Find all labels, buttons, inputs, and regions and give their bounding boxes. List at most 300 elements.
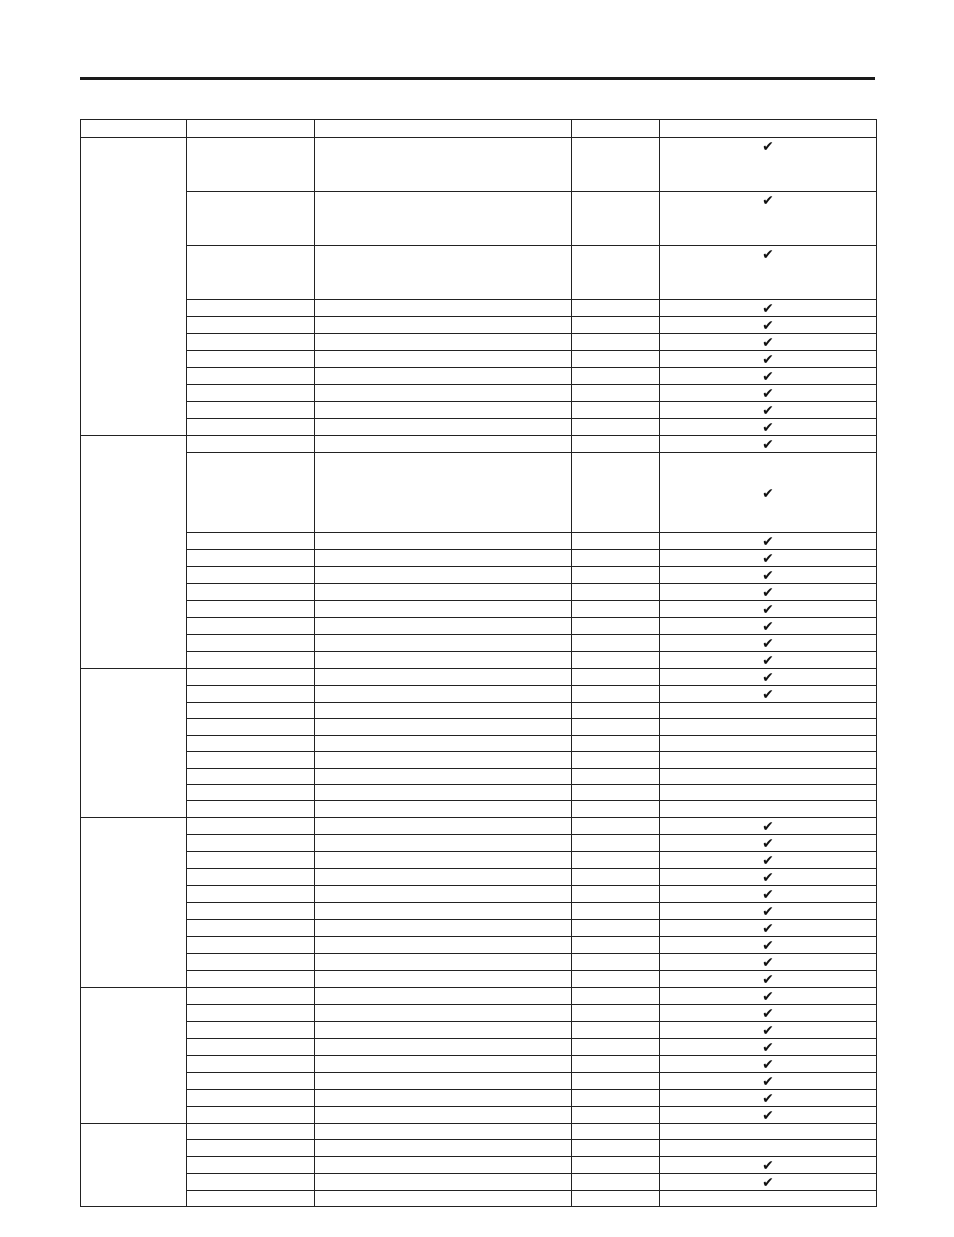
check-cell — [660, 1191, 877, 1207]
table-cell-3 — [315, 703, 572, 719]
table-cell-2 — [187, 453, 315, 533]
top-rule — [80, 77, 875, 80]
check-cell — [660, 368, 877, 385]
table-cell-4 — [572, 886, 660, 903]
table-cell-4 — [572, 937, 660, 954]
table-cell-4 — [572, 334, 660, 351]
check-cell — [660, 402, 877, 419]
checkmark-icon: ✔ — [762, 955, 774, 971]
table-cell-2 — [187, 550, 315, 567]
table-cell-2 — [187, 818, 315, 835]
table-cell-2 — [187, 886, 315, 903]
checkmark-icon: ✔ — [762, 904, 774, 920]
checkmark-icon: ✔ — [762, 1006, 774, 1022]
table-cell-4 — [572, 818, 660, 835]
table-row — [81, 584, 877, 601]
checklist-table — [80, 119, 877, 1207]
checkmark-icon: ✔ — [762, 1074, 774, 1090]
table-cell-4 — [572, 351, 660, 368]
checkmark-icon: ✔ — [762, 193, 774, 209]
table-cell-2 — [187, 703, 315, 719]
table-cell-4 — [572, 192, 660, 246]
table-row — [81, 334, 877, 351]
table-cell-2 — [187, 736, 315, 752]
checkmark-icon: ✔ — [762, 369, 774, 385]
check-cell — [660, 886, 877, 903]
check-cell — [660, 903, 877, 920]
table-cell-3 — [315, 334, 572, 351]
table-cell-2 — [187, 852, 315, 869]
table-cell-3 — [315, 719, 572, 736]
table-cell-4 — [572, 402, 660, 419]
check-cell — [660, 635, 877, 652]
checkmark-icon: ✔ — [762, 1158, 774, 1174]
table-cell-4 — [572, 719, 660, 736]
check-cell — [660, 436, 877, 453]
table-cell-3 — [315, 351, 572, 368]
check-cell — [660, 192, 877, 246]
table-cell-2 — [187, 1090, 315, 1107]
table-cell-3 — [315, 835, 572, 852]
table-row — [81, 300, 877, 317]
table-cell-3 — [315, 436, 572, 453]
table-cell-4 — [572, 920, 660, 937]
checkmark-icon: ✔ — [762, 1091, 774, 1107]
table-cell-3 — [315, 402, 572, 419]
checkmark-icon: ✔ — [762, 687, 774, 703]
table-cell-4 — [572, 903, 660, 920]
table-cell-2 — [187, 567, 315, 584]
table-cell-2 — [187, 1191, 315, 1207]
table-cell-4 — [572, 954, 660, 971]
table-cell-3 — [315, 920, 572, 937]
table-cell-2 — [187, 246, 315, 300]
table-cell-3 — [315, 954, 572, 971]
check-cell — [660, 1022, 877, 1039]
table-row — [81, 1056, 877, 1073]
check-cell — [660, 1056, 877, 1073]
checkmark-icon: ✔ — [762, 653, 774, 669]
check-cell — [660, 317, 877, 334]
group-label-cell — [81, 988, 187, 1124]
check-cell — [660, 835, 877, 852]
table-row — [81, 852, 877, 869]
table-cell-3 — [315, 192, 572, 246]
table-row — [81, 1124, 877, 1140]
table-cell-3 — [315, 1005, 572, 1022]
table-row — [81, 937, 877, 954]
checkmark-icon: ✔ — [762, 534, 774, 550]
checkmark-icon: ✔ — [762, 335, 774, 351]
table-cell-4 — [572, 317, 660, 334]
table-cell-3 — [315, 635, 572, 652]
column-header-2 — [187, 120, 315, 138]
table-cell-4 — [572, 1174, 660, 1191]
table-row — [81, 703, 877, 719]
table-cell-2 — [187, 971, 315, 988]
check-cell — [660, 1174, 877, 1191]
table-cell-2 — [187, 1005, 315, 1022]
table-cell-3 — [315, 652, 572, 669]
checkmark-icon: ✔ — [762, 437, 774, 453]
checkmark-icon: ✔ — [762, 972, 774, 988]
table-cell-4 — [572, 584, 660, 601]
table-cell-4 — [572, 669, 660, 686]
table-cell-3 — [315, 686, 572, 703]
checkmark-icon: ✔ — [762, 568, 774, 584]
check-cell — [660, 818, 877, 835]
check-cell — [660, 1107, 877, 1124]
table-cell-4 — [572, 852, 660, 869]
table-cell-3 — [315, 246, 572, 300]
table-cell-3 — [315, 368, 572, 385]
table-cell-2 — [187, 988, 315, 1005]
table-cell-4 — [572, 618, 660, 635]
table-cell-2 — [187, 903, 315, 920]
table-row — [81, 886, 877, 903]
table-cell-2 — [187, 436, 315, 453]
table-cell-4 — [572, 1090, 660, 1107]
check-cell — [660, 719, 877, 736]
table-cell-3 — [315, 988, 572, 1005]
check-cell — [660, 1039, 877, 1056]
table-cell-4 — [572, 300, 660, 317]
table-cell-2 — [187, 652, 315, 669]
table-cell-2 — [187, 1157, 315, 1174]
table-cell-3 — [315, 752, 572, 769]
table-cell-4 — [572, 835, 660, 852]
table-cell-4 — [572, 368, 660, 385]
table-cell-3 — [315, 886, 572, 903]
column-header-5 — [660, 120, 877, 138]
check-cell — [660, 736, 877, 752]
checkmark-icon: ✔ — [762, 139, 774, 155]
check-cell — [660, 752, 877, 769]
checkmark-icon: ✔ — [762, 1175, 774, 1191]
check-cell — [660, 686, 877, 703]
check-cell — [660, 419, 877, 436]
table-cell-3 — [315, 138, 572, 192]
table-cell-2 — [187, 954, 315, 971]
table-cell-2 — [187, 920, 315, 937]
table-row — [81, 686, 877, 703]
check-cell — [660, 584, 877, 601]
check-cell — [660, 1073, 877, 1090]
check-cell — [660, 453, 877, 533]
table-row — [81, 1005, 877, 1022]
checkmark-icon: ✔ — [762, 1057, 774, 1073]
table-cell-2 — [187, 769, 315, 785]
table-cell-2 — [187, 719, 315, 736]
check-cell — [660, 869, 877, 886]
table-cell-4 — [572, 1073, 660, 1090]
table-cell-2 — [187, 1022, 315, 1039]
table-cell-3 — [315, 971, 572, 988]
table-cell-2 — [187, 601, 315, 618]
table-cell-4 — [572, 385, 660, 402]
table-cell-2 — [187, 192, 315, 246]
column-header-3 — [315, 120, 572, 138]
table-row — [81, 1039, 877, 1056]
table-row — [81, 669, 877, 686]
table-cell-4 — [572, 801, 660, 818]
table-cell-2 — [187, 635, 315, 652]
check-cell — [660, 1140, 877, 1157]
checkmark-icon: ✔ — [762, 485, 774, 502]
table-row — [81, 138, 877, 192]
group-label-cell — [81, 436, 187, 669]
checkmark-icon: ✔ — [762, 420, 774, 436]
table-cell-4 — [572, 769, 660, 785]
checkmark-icon: ✔ — [762, 1023, 774, 1039]
table-cell-3 — [315, 818, 572, 835]
table-cell-2 — [187, 1073, 315, 1090]
checkmark-icon: ✔ — [762, 301, 774, 317]
table-cell-3 — [315, 1107, 572, 1124]
table-cell-3 — [315, 419, 572, 436]
table-cell-4 — [572, 550, 660, 567]
table-cell-2 — [187, 419, 315, 436]
table-cell-4 — [572, 1107, 660, 1124]
check-cell — [660, 652, 877, 669]
checkmark-icon: ✔ — [762, 1040, 774, 1056]
column-header-4 — [572, 120, 660, 138]
table-row — [81, 618, 877, 635]
checkmark-icon: ✔ — [762, 1108, 774, 1124]
table-cell-3 — [315, 1124, 572, 1140]
table-cell-2 — [187, 138, 315, 192]
table-cell-4 — [572, 785, 660, 801]
checkmark-icon: ✔ — [762, 403, 774, 419]
table-row — [81, 1157, 877, 1174]
checkmark-icon: ✔ — [762, 938, 774, 954]
table-row — [81, 818, 877, 835]
table-cell-2 — [187, 1056, 315, 1073]
table-row — [81, 988, 877, 1005]
table-cell-4 — [572, 1140, 660, 1157]
table-row — [81, 869, 877, 886]
check-cell — [660, 954, 877, 971]
table-row — [81, 601, 877, 618]
check-cell — [660, 801, 877, 818]
group-label-cell — [81, 818, 187, 988]
table-row — [81, 652, 877, 669]
table-cell-2 — [187, 835, 315, 852]
table-row — [81, 835, 877, 852]
check-cell — [660, 138, 877, 192]
check-cell — [660, 567, 877, 584]
table-row — [81, 1140, 877, 1157]
table-cell-3 — [315, 1174, 572, 1191]
table-cell-3 — [315, 618, 572, 635]
table-cell-4 — [572, 138, 660, 192]
table-cell-2 — [187, 1107, 315, 1124]
header-row — [81, 120, 877, 138]
check-cell — [660, 246, 877, 300]
table-cell-3 — [315, 1056, 572, 1073]
table-cell-4 — [572, 736, 660, 752]
table-row — [81, 453, 877, 533]
table-cell-3 — [315, 869, 572, 886]
table-cell-4 — [572, 419, 660, 436]
table-cell-4 — [572, 988, 660, 1005]
table-cell-3 — [315, 567, 572, 584]
table-cell-2 — [187, 533, 315, 550]
checkmark-icon: ✔ — [762, 989, 774, 1005]
check-cell — [660, 669, 877, 686]
table-row — [81, 1073, 877, 1090]
checkmark-icon: ✔ — [762, 386, 774, 402]
table-row — [81, 246, 877, 300]
table-row — [81, 567, 877, 584]
group-label-cell — [81, 669, 187, 818]
table-cell-3 — [315, 903, 572, 920]
check-cell — [660, 385, 877, 402]
table-cell-2 — [187, 402, 315, 419]
checkmark-icon: ✔ — [762, 636, 774, 652]
table-cell-4 — [572, 246, 660, 300]
table-cell-4 — [572, 1157, 660, 1174]
table-cell-3 — [315, 1073, 572, 1090]
table-row — [81, 1191, 877, 1207]
table-row — [81, 1107, 877, 1124]
checkmark-icon: ✔ — [762, 819, 774, 835]
check-cell — [660, 533, 877, 550]
table-row — [81, 351, 877, 368]
table-row — [81, 368, 877, 385]
table-row — [81, 769, 877, 785]
checkmark-icon: ✔ — [762, 247, 774, 263]
table-cell-3 — [315, 669, 572, 686]
check-cell — [660, 785, 877, 801]
table-cell-3 — [315, 1140, 572, 1157]
table-cell-2 — [187, 686, 315, 703]
checkmark-icon: ✔ — [762, 870, 774, 886]
table-cell-4 — [572, 436, 660, 453]
table-row — [81, 317, 877, 334]
table-cell-3 — [315, 601, 572, 618]
table-row — [81, 719, 877, 736]
checkmark-icon: ✔ — [762, 670, 774, 686]
checkmark-icon: ✔ — [762, 551, 774, 567]
table-cell-3 — [315, 785, 572, 801]
checkmark-icon: ✔ — [762, 585, 774, 601]
check-cell — [660, 601, 877, 618]
table-cell-2 — [187, 300, 315, 317]
table-cell-4 — [572, 1022, 660, 1039]
checkmark-icon: ✔ — [762, 619, 774, 635]
table-cell-3 — [315, 317, 572, 334]
check-cell — [660, 920, 877, 937]
table-row — [81, 192, 877, 246]
table-cell-4 — [572, 567, 660, 584]
table-row — [81, 903, 877, 920]
table-cell-3 — [315, 453, 572, 533]
checkmark-icon: ✔ — [762, 887, 774, 903]
check-cell — [660, 1090, 877, 1107]
table-cell-2 — [187, 785, 315, 801]
table-cell-3 — [315, 736, 572, 752]
table-cell-4 — [572, 1039, 660, 1056]
group-label-cell — [81, 138, 187, 436]
table-cell-2 — [187, 752, 315, 769]
table-row — [81, 635, 877, 652]
check-cell — [660, 852, 877, 869]
check-cell — [660, 550, 877, 567]
table-cell-2 — [187, 669, 315, 686]
table-row — [81, 402, 877, 419]
table-cell-4 — [572, 703, 660, 719]
table-cell-3 — [315, 937, 572, 954]
check-cell — [660, 971, 877, 988]
check-cell — [660, 1157, 877, 1174]
table-cell-3 — [315, 1157, 572, 1174]
table-cell-2 — [187, 937, 315, 954]
column-header-1 — [81, 120, 187, 138]
group-label-cell — [81, 1124, 187, 1207]
table-cell-2 — [187, 1140, 315, 1157]
table-cell-2 — [187, 1124, 315, 1140]
table-cell-3 — [315, 1039, 572, 1056]
table-cell-2 — [187, 801, 315, 818]
table-row — [81, 550, 877, 567]
check-cell — [660, 937, 877, 954]
check-cell — [660, 300, 877, 317]
table-cell-3 — [315, 1022, 572, 1039]
table-cell-2 — [187, 1039, 315, 1056]
check-cell — [660, 1005, 877, 1022]
table-cell-2 — [187, 869, 315, 886]
table-row — [81, 954, 877, 971]
check-cell — [660, 1124, 877, 1140]
table-cell-3 — [315, 1191, 572, 1207]
check-cell — [660, 703, 877, 719]
checkmark-icon: ✔ — [762, 318, 774, 334]
table-cell-3 — [315, 1090, 572, 1107]
table-cell-4 — [572, 652, 660, 669]
table-cell-4 — [572, 971, 660, 988]
table-row — [81, 419, 877, 436]
check-cell — [660, 351, 877, 368]
table-cell-2 — [187, 317, 315, 334]
table-cell-2 — [187, 1174, 315, 1191]
table-cell-2 — [187, 351, 315, 368]
table-row — [81, 436, 877, 453]
table-row — [81, 1174, 877, 1191]
table-cell-4 — [572, 1005, 660, 1022]
checkmark-icon: ✔ — [762, 921, 774, 937]
table-cell-4 — [572, 635, 660, 652]
table-cell-3 — [315, 584, 572, 601]
table-row — [81, 785, 877, 801]
table-row — [81, 801, 877, 818]
table-row — [81, 1022, 877, 1039]
table-cell-2 — [187, 584, 315, 601]
checkmark-icon: ✔ — [762, 853, 774, 869]
table-cell-3 — [315, 769, 572, 785]
check-cell — [660, 618, 877, 635]
table-cell-3 — [315, 385, 572, 402]
table-row — [81, 971, 877, 988]
table-cell-3 — [315, 801, 572, 818]
checkmark-icon: ✔ — [762, 836, 774, 852]
checkmark-icon: ✔ — [762, 602, 774, 618]
check-cell — [660, 769, 877, 785]
table-cell-3 — [315, 852, 572, 869]
table-row — [81, 1090, 877, 1107]
table-cell-2 — [187, 385, 315, 402]
table-row — [81, 920, 877, 937]
